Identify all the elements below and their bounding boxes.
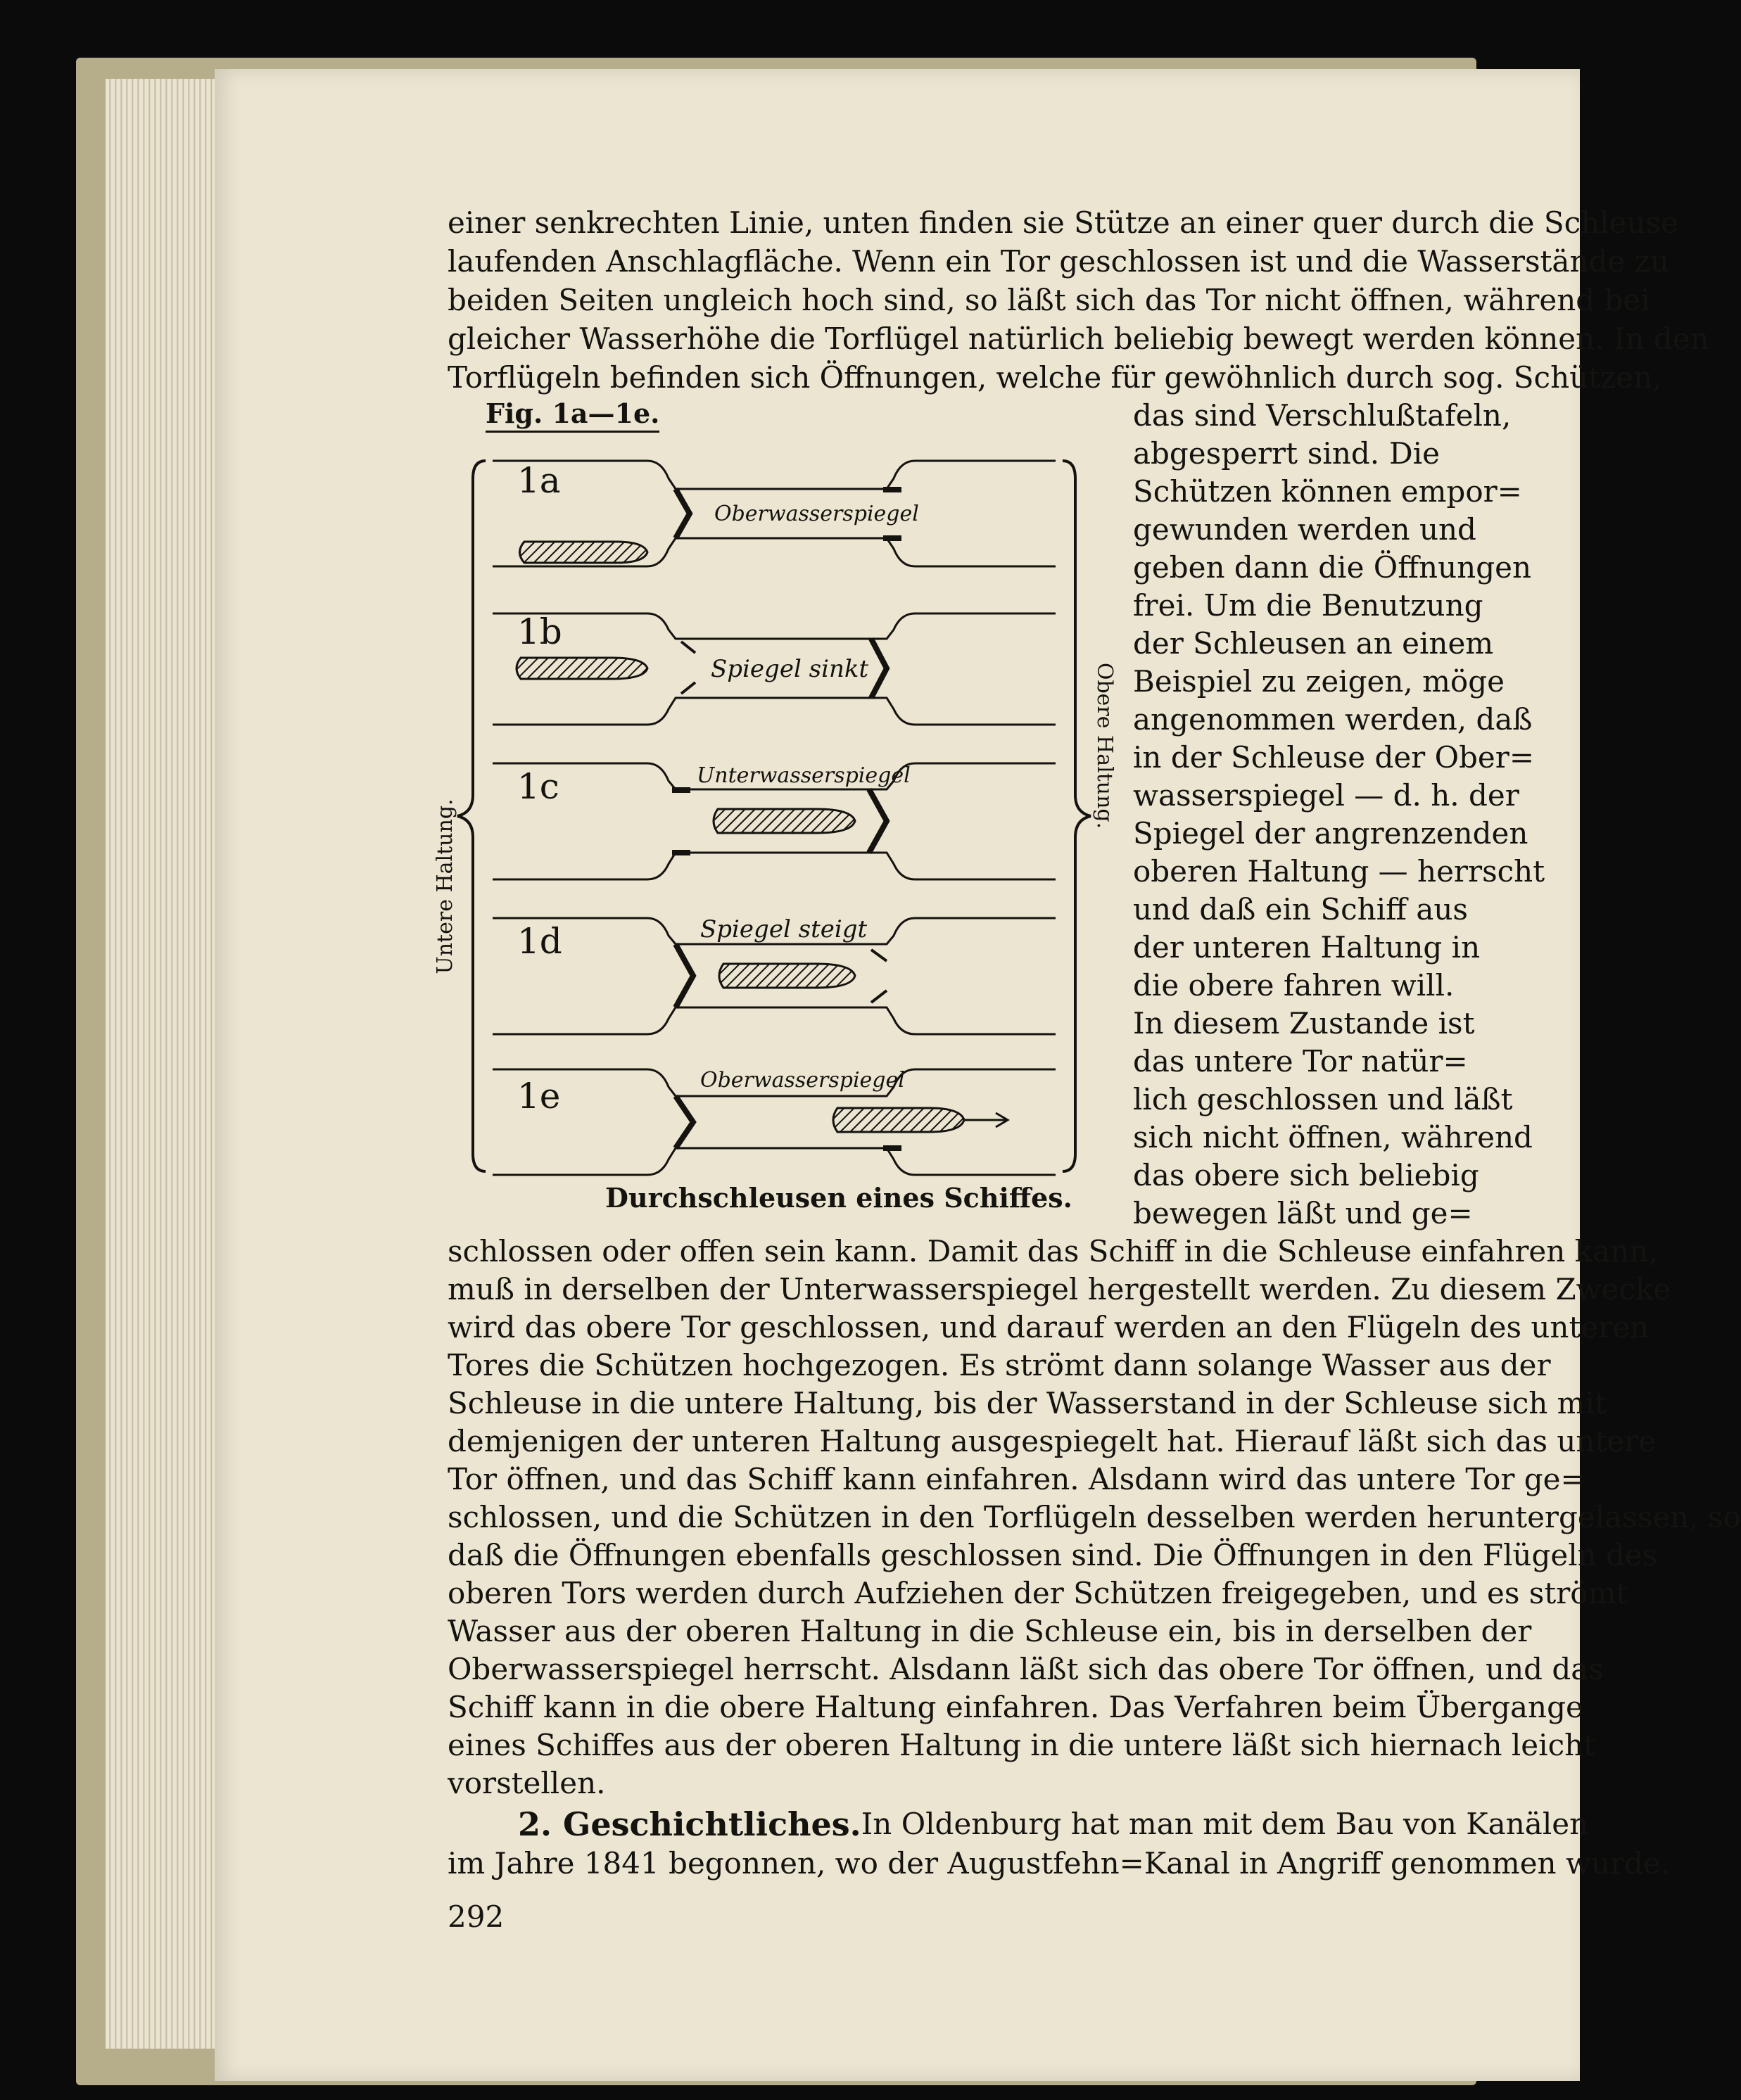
left-brace: [457, 461, 486, 1171]
ship-icon: [833, 1108, 964, 1132]
text-line: die obere fahren will.: [1133, 968, 1455, 1003]
text-line: Torflügeln befinden sich Öffnungen, welche für gewöhnlich durch sog. Schützen,: [448, 360, 1662, 395]
right-brace: [1063, 461, 1091, 1171]
text-line: daß die Öffnungen ebenfalls geschlossen sind. Die Öffnungen in den Flügeln des: [448, 1538, 1658, 1572]
text-line: lich geschlossen und läßt: [1133, 1082, 1513, 1116]
text-line: Spiegel der angrenzenden: [1133, 816, 1528, 851]
text-line: der Schleusen an einem: [1133, 626, 1494, 661]
text-line: schlossen oder offen sein kann. Damit das Schiff in die Schleuse einfahren kann,: [448, 1234, 1658, 1268]
text-line: beiden Seiten ungleich hoch sind, so läßt sich das Tor nicht öffnen, während bei: [448, 283, 1650, 317]
section-heading: 2. Geschichtliches.: [518, 1805, 861, 1843]
text-line: der unteren Haltung in: [1133, 930, 1481, 965]
text-line: gleicher Wasserhöhe die Torflügel natürlich beliebig bewegt werden können. In den: [448, 322, 1709, 356]
panel-1c: [493, 763, 1056, 879]
text-line: geben dann die Öffnungen: [1133, 550, 1531, 585]
text-line: vorstellen.: [448, 1766, 606, 1800]
panel-1a: [493, 460, 1056, 566]
figure-label: Fig. 1a—1e.: [486, 397, 659, 433]
text-line: das obere sich beliebig: [1133, 1158, 1479, 1192]
left-side-label: Untere Haltung.: [433, 798, 457, 974]
text-line: Tor öffnen, und das Schiff kann einfahren. Alsdann wird das untere Tor ge=: [448, 1462, 1585, 1496]
lock-diagram: [433, 450, 1117, 1182]
text-line: In diesem Zustande ist: [1133, 1006, 1475, 1041]
panel-1d: [493, 915, 1056, 1034]
figure-caption: Durchschleusen eines Schiffes.: [605, 1182, 1072, 1214]
text-line: im Jahre 1841 begonnen, wo der Augustfehn=Kanal in Angriff genommen wurde.: [448, 1846, 1671, 1881]
text-line: wasserspiegel — d. h. der: [1133, 778, 1519, 813]
text-line: oberen Tors werden durch Aufziehen der Schützen freigegeben, und es strömt: [448, 1576, 1628, 1610]
text-line: eines Schiffes aus der oberen Haltung in die untere läßt sich hiernach leicht: [448, 1728, 1596, 1762]
panel-label: 1c: [517, 766, 559, 807]
text-line: abgesperrt sind. Die: [1133, 436, 1440, 471]
text-line: oberen Haltung — herrscht: [1133, 854, 1545, 889]
panel-label: 1b: [517, 611, 562, 652]
text-line: Wasser aus der oberen Haltung in die Schleuse ein, bis in derselben der: [448, 1614, 1532, 1648]
text-line: in der Schleuse der Ober=: [1133, 740, 1535, 775]
text-line: Tores die Schützen hochgezogen. Es strömt dann solange Wasser aus der: [448, 1348, 1551, 1382]
panel-1e: [493, 1068, 1056, 1175]
water-level-note: Oberwasserspiegel: [700, 1068, 905, 1093]
arrow-right-icon: [964, 1113, 1008, 1127]
water-level-note: Spiegel sinkt: [711, 655, 869, 683]
panel-label: 1d: [517, 921, 562, 962]
water-level-note: Spiegel steigt: [700, 915, 868, 943]
text-line: Oberwasserspiegel herrscht. Alsdann läßt sich das obere Tor öffnen, und das: [448, 1652, 1604, 1686]
section-text: In Oldenburg hat man mit dem Bau von Kanälen: [861, 1807, 1589, 1841]
text-line: und daß ein Schiff aus: [1133, 892, 1468, 927]
text-line: Schützen können empor=: [1133, 474, 1522, 509]
panel-label: 1a: [517, 460, 561, 501]
text-line: muß in derselben der Unterwasserspiegel hergestellt werden. Zu diesem Zwecke: [448, 1272, 1671, 1306]
text-line: angenommen werden, daß: [1133, 702, 1533, 737]
text-line: das untere Tor natür=: [1133, 1044, 1468, 1078]
text-line: einer senkrechten Linie, unten finden sie Stütze an einer quer durch die Schleuse: [448, 205, 1678, 240]
water-level-note: Unterwasserspiegel: [697, 763, 911, 788]
text-line: Schleuse in die untere Haltung, bis der Wasserstand in der Schleuse sich mit: [448, 1386, 1607, 1420]
section-first-line: [448, 1805, 1589, 1843]
text-line: laufenden Anschlagfläche. Wenn ein Tor geschlossen ist und die Wasserstände zu: [448, 244, 1669, 279]
water-level-note: Oberwasserspiegel: [714, 502, 919, 526]
text-line: wird das obere Tor geschlossen, und darauf werden an den Flügeln des unteren: [448, 1310, 1650, 1344]
text-line: schlossen, und die Schützen in den Torflügeln desselben werden heruntergelassen, so: [448, 1500, 1741, 1534]
page-edges: [106, 79, 225, 2049]
text-line: frei. Um die Benutzung: [1133, 588, 1483, 623]
right-side-label: Obere Haltung.: [1092, 662, 1117, 829]
text-line: Beispiel zu zeigen, möge: [1133, 664, 1505, 699]
page-number: 292: [448, 1899, 505, 1934]
text-line: Schiff kann in die obere Haltung einfahren. Das Verfahren beim Übergange: [448, 1690, 1583, 1724]
panel-label: 1e: [517, 1076, 561, 1116]
text-line: demjenigen der unteren Haltung ausgespiegelt hat. Hierauf läßt sich das untere: [448, 1424, 1657, 1458]
text-line: das sind Verschlußtafeln,: [1133, 398, 1512, 433]
text-line: sich nicht öffnen, während: [1133, 1120, 1533, 1154]
text-line: gewunden werden und: [1133, 512, 1476, 547]
text-line: bewegen läßt und ge=: [1133, 1196, 1473, 1230]
panel-1b: [493, 611, 1056, 725]
